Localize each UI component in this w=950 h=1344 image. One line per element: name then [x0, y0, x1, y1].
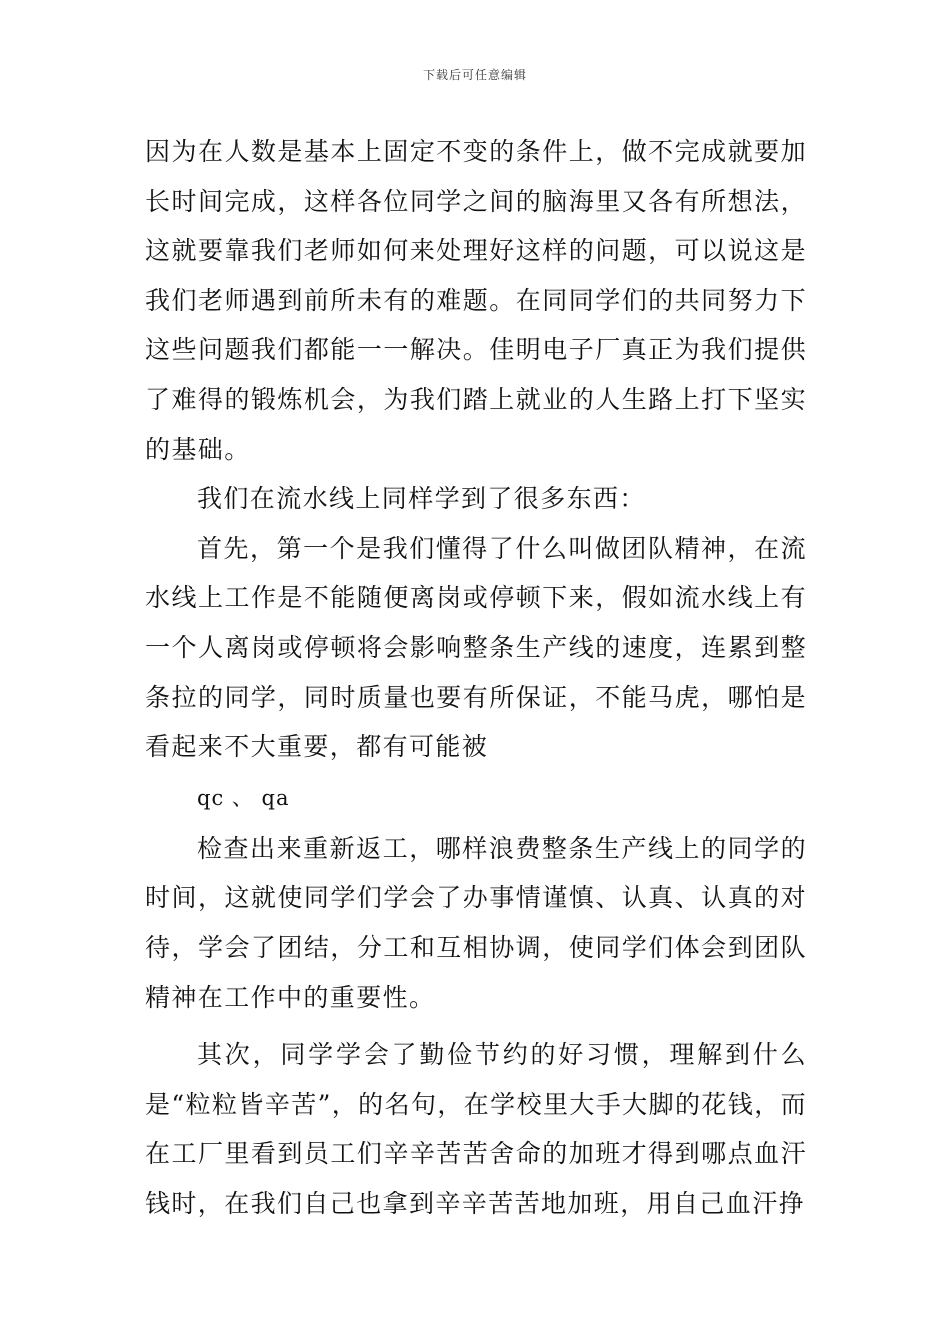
paragraph-continuation: 因为在人数是基本上固定不变的条件上，做不完成就要加长时间完成，这样各位同学之间的脑海里又各有所想法，这就要靠我们老师如何来处理好这样的问题，可以说这是我们老师遇到前所未有的难题。在同同学们的共同努力下这些问题我们都能一一解决。佳明电子厂真正为我们提供了难得的锻炼机会，为我们踏上就业的人生路上打下坚实的基础。	[145, 137, 807, 464]
page-header: 下载后可任意编辑	[422, 68, 527, 82]
paragraph-qc-qa: qc 、 qa	[197, 785, 290, 810]
paragraph-intro: 我们在流水线上同样学到了很多东西：	[197, 484, 646, 514]
paragraph-thrift: 其次，同学学会了勤俭节约的好习惯，理解到什么是“粒粒皆辛苦”，的名句，在学校里大手大脚的花钱，而在工厂里看到员工们辛辛苦苦舍命的加班才得到哪点血汗钱时，在我们自己也拿到辛辛苦苦地加班，用自己血汗挣	[145, 1040, 807, 1218]
paragraph-rework: 检查出来重新返工，哪样浪费整条生产线上的同学的时间，这就使同学们学会了办事情谨慎、认真、认真的对待，学会了团结，分工和互相协调，使同学们体会到团队精神在工作中的重要性。	[145, 833, 807, 1012]
paragraph-teamwork: 首先，第一个是我们懂得了什么叫做团队精神，在流水线上工作是不能随便离岗或停顿下来，假如流水线上有一个人离岗或停顿将会影响整条生产线的速度，连累到整条拉的同学，同时质量也要有所保证，不能马虎，哪怕是看起来不大重要，都有可能被	[145, 533, 807, 762]
document-body	[145, 127, 807, 1228]
